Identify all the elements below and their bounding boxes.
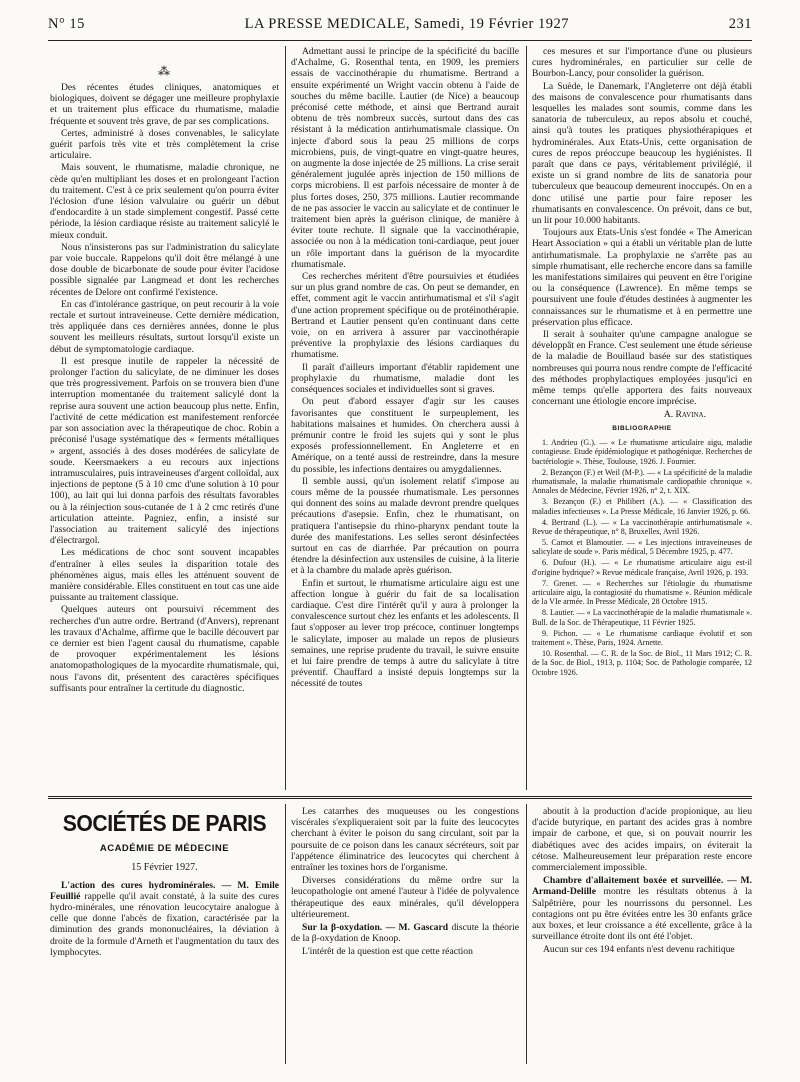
bibliography-entry: 1. Andrieu (G.). — « Le rhumatisme articulaire aigu, maladie contagieuse. Etude épidémiologique et pathogénique. Recherches de bactériologie ». Thèse, Toulouse, 1926. J. Fournier. [532, 437, 752, 466]
column-divider [285, 804, 286, 1064]
paragraph: Mais souvent, le rhumatisme, maladie chronique, ne cède qu'en multipliant les doses et en prolongeant l'action du traitement. C'est à ce prix seulement qu'on pourra éviter l'éclosion d'une lésion valvulaire ou guérir un début d'endocardite à un stade simplement congestif. Passé cette période, la lésion cardiaque résiste au traitement salicylé le mieux conduit. [50, 162, 279, 241]
paragraph: Aucun sur ces 194 enfants n'est devenu rachitique [543, 944, 735, 956]
page-number: 231 [728, 16, 752, 32]
paragraph: Certes, administré à doses convenables, le salicylate guérit parfois très vite et très complètement la crise articulaire. [50, 127, 279, 162]
paragraph: Il est presque inutile de rappeler la nécessité de prolonger l'action du salicylate, de ne diminuer les doses que très progressivement. Parfois on se trouvera bien d'une interruption momentanée du traitement salicylé dont la reprise aura souvent une action beaucoup plus nette. Enfin, l'activité de cette médication est manifestement renforcée par son association avec la thérapeutique de choc. Robin a préconisé l'usage systématique des « ferments métalliques » argent, associés à des doses modérées de salicylate de soude. Keersmaekers a eu recours aux injections intramusculaires, puis intraveineuses d'argent colloïdal, aux injections de peptone (5 à 10 cmc d'une solution à 10 pour 100), au lait qui lui donna parfois des résultats favorables ou à la réinjection sous-cutanée de 1 à 2 cmc retirés d'une articulation atteinte. Pagniez, enfin, a insisté sur l'association au traitement salicylé des injections d'électrargol. [50, 355, 279, 547]
paragraph: ces mesures et sur l'importance d'une ou plusieurs cures hydrominérales, en particulier sur celle de Bourbon-Lancy, pour consolider la guérison. [532, 46, 752, 80]
paragraph: L'intérêt de la question est que cette réaction [302, 946, 473, 958]
item-lead: L'action des cures hydrominérales. — M. Emile Feuillié [50, 879, 279, 902]
article-column-1 [50, 62, 279, 792]
bibliography-entry: 2. Bezançon (F.) et Weil (M-P.). — « La spécificité de la maladie rhumatismale, la maladie rhumatismale cardiopathie chronique ». Annales de Médecine, Février 1926, n° 2, t. XIX. [532, 467, 752, 496]
paragraph: Nous n'insisterons pas sur l'administration du salicylate par voie buccale. Rappelons qu'il doit être mélangé à une dose double de bicarbonate de soude pour éviter l'acidose possible signalée par Langmead et dont les recherches récentes de Delore ont confirmé l'existence. [50, 241, 279, 298]
paragraph: Il paraît d'ailleurs important d'établir rapidement une prophylaxie du rhumatisme, maladie dont les conséquences sociales et individuelles sont si graves. [291, 361, 519, 396]
paragraph: Enfin et surtout, le rhumatisme articulaire aigu est une affection longue à guérir du fait de sa localisation cardiaque. C'est dire l'intérêt qu'il y aura à prolonger la convalescence surtout chez les enfants et les adolescents. Il faut s'opposer au lever trop précoce, continuer longtemps le salicylate, imposer au malade un repos de plusieurs semaines, une reprise prudente du travail, le suivre ensuite et lui faire prendre de temps à autre du salicylate à titre préventif. Chauffard a insisté depuis longtemps sur la nécessité de toutes [291, 577, 519, 690]
article-author: A. Ravina. [663, 408, 706, 420]
paragraph [532, 875, 752, 942]
section-stars: ⁂ [158, 64, 171, 78]
item-text: discute la théorie de la β-oxydation de Knoop. [291, 922, 519, 945]
column-divider [526, 46, 527, 790]
item-text: montre les résultats obtenus à la Salpêtrière, pour les nourrissons du personnel. Les contagions ont pu être évitées entre les 30 enfants grâce aux boxes, et leur croissance a été excellente, grâce à la surveillance étroite dont ils ont été l'objet. [532, 886, 752, 943]
paragraph: Diverses considérations du même ordre sur la leucopathologie ont amené l'auteur à l'idée de polyvalence thérapeutique des eaux minérales, qu'il développera ultérieurement. [291, 875, 519, 920]
paragraph: La Suède, le Danemark, l'Angleterre ont déjà établi des maisons de convalescence pour rhumatisants dans lesquelles les malades sont soumis, comme dans les sanatoria de tuberculeux, au repos absolu et couché, ainsi qu'à toutes les pratiques physiothérapiques et hydrominérales. Aux Etats-Unis, cette organisation de cures de repos préoccupe beaucoup les hygiénistes. Il paraît que dans ce pays, véritablement privilégié, il existe un si grand nombre de lits de sanatoria pour tuberculeux que beaucoup demeurent inoccupés. On en a donc utilisé une partie pour faire reposer les rhumatisants en convalescence. On prévoit, dans ce but, un lit pour 10.000 habitants. [532, 80, 752, 227]
column-divider [526, 804, 527, 1064]
paragraph: On peut d'abord essayer d'agir sur les causes favorisantes que constituent le surpeuplement, les habitations malsaines et humides. On cherchera aussi à prémunir contre le froid les sujets qui y sont le plus exposés professionnellement. En Angleterre et en Amérique, on a tenté aussi de restreindre, dans la mesure du possible, les infections dentaires ou amygdaliennes. [291, 396, 519, 475]
societes-column-3 [532, 806, 752, 1064]
bibliography-entry: 7. Grenet. — « Recherches sur l'étiologie du rhumatisme articulaire aigu, la contagiosité du rhumatisme ». Réunion médicale de la VIe armée. In Presse Médicale, 28 Octobre 1915. [532, 578, 752, 607]
paragraph: Ces recherches méritent d'être poursuivies et étudiées sur un plus grand nombre de cas. On peut se demander, en effet, comment agit le vaccin antirhumatismal et s'il s'agit d'une action proprement spécifique ou de protéinothérapie. Bertrand et Lautier pensent qu'en continuant dans cette voie, on en arrivera à assurer par vaccinothérapie préventive la prophylaxie des lésions cardiaques du rhumatisme. [291, 271, 519, 361]
paragraph [291, 922, 519, 944]
societes-column-2 [291, 806, 519, 1064]
paragraph: Quelques auteurs ont poursuivi récemment des recherches d'un autre ordre. Bertrand (d'Anvers), reprenant les travaux d'Achalme, affirme que le bacille découvert par ce dernier est bien l'agent causal du rhumatisme, capable de provoquer expérimentalement les lésions anatomopathologiques de la myocardite rhumatismale, qui, nous l'avons dit, présentent des caractères spécifiques suffisants pour entraîner la certitude du diagnostic. [50, 604, 279, 694]
bibliography-list [532, 438, 752, 677]
academie-heading: ACADÉMIE DE MÉDECINE [99, 843, 230, 855]
column-divider [285, 46, 286, 790]
article-column-3 [532, 46, 752, 792]
item-lead: Sur la β-oxydation. — M. Gascard [302, 922, 449, 934]
item-text: rappelle qu'il avait constaté, à la suite des cures hydro-minérales, une rénovation leucocytaire analogue à celle que donne l'abcès de fixation, caractérisée par la diminution des grands mononucléaires, la déviation à droite de la formule d'Arneth et l'augmentation du taux des lymphocytes. [50, 890, 279, 958]
bibliography-entry: 6. Dufour (H.). — « Le rhumatisme articulaire aigu est-il d'origine hydrique? » Revue médicale française, Avril 1926, p. 193. [532, 558, 752, 577]
paragraph: Il serait à souhaiter qu'une campagne analogue se développât en France. C'est seulement une étude sérieuse de la maladie de Bouillaud basée sur des statistiques nombreuses qui pourra nous rendre compte de l'efficacité des méthodes prophylactiques employées jusqu'ici en même temps qu'elle apportera des faits nouveaux concernant une étiologie encore imprécise. [532, 329, 752, 408]
paragraph: Il semble aussi, qu'un isolement relatif s'impose au cours même de la poussée rhumatismale. Les personnes qui donnent des soins au malade devront prendre quelques précautions d'asepsie. Enfin, chez le rhumatisant, on pratiquera l'antisepsie du rhino-pharynx pendant toute la durée des manifestations. Les selles seront désinfectées surtout en cas de diarrhée. Par précaution on pourra étendre la désinfection aux ustensiles de cuisine, à la literie et à la chambre du malade après guérison. [291, 475, 519, 577]
paragraph: Toujours aux Etats-Unis s'est fondée « The American Heart Association » qui a établi un véritable plan de lutte antirhumatismale. La prophylaxie ne s'arrête pas au simple rhumatisant, elle recherche encore dans sa famille les manifestations similaires qui peuvent en être l'origine ou la conséquence (Lawrence). En même temps se poursuivent une foule d'études destinées à augmenter les connaissances sur le rhumatisme et à en permettre une préservation plus efficace. [532, 227, 752, 328]
paragraph: En cas d'intolérance gastrique, on peut recourir à la voie rectale et surtout intraveineuse. Cette dernière médication, très appliquée dans ces dernières années, donne le plus souvent les meilleurs résultats, surtout lorsqu'il existe un début de symptomatologie cardiaque. [50, 298, 279, 355]
paragraph: Des récentes études cliniques, anatomiques et biologiques, doivent se dégager une meilleure prophylaxie et un traitement plus efficace du rhumatisme, maladie fréquente et souvent très grave, de par ses complications. [50, 82, 279, 127]
bibliography-entry: 5. Carnot et Blamoutier. — « Les injections intraveineuses de salicylate de soude ». Paris médical, 5 Décembre 1925, p. 477. [532, 537, 752, 557]
paragraph: Les catarrhes des muqueuses ou les congestions viscérales s'expliqueraient soit par la fuite des leucocytes cherchant à éviter le poison du sang circulant, soit par la poursuite de ce poison dans les canaux sécréteurs, soit par l'appétence éliminatrice des leucocytes qui cherchent à entraîner les toxines hors de l'organisme. [291, 806, 519, 874]
article-column-2 [291, 46, 519, 792]
item-lead: Chambre d'allaitement boxée et surveillée. — M. Armand-Delille [532, 875, 752, 898]
societes-title: SOCIÉTÉS DE PARIS [62, 810, 267, 836]
bibliography-entry: 3. Bezançon (F.) et Philibert (A.). — « Classification des maladies infectieuses ». La Presse Médicale, 16 Janvier 1926, p. 66. [532, 497, 752, 516]
session-date: 15 Février 1927. [131, 862, 198, 874]
journal-title: LA PRESSE MEDICALE, Samedi, 19 Février 1927 [244, 16, 570, 32]
bibliography-entry: 9. Pichon. — « Le rhumatisme cardiaque évolutif et son traitement ». Thèse, Paris, 1924. Arnette. [532, 628, 752, 648]
paragraph: Les médications de choc sont souvent incapables d'entraîner à elles seules la disparition totale des phénomènes aigus, mais elles les atténuent souvent de manière considérable. Elles constituent en tout cas une aide puissante au traitement classique. [50, 547, 279, 604]
issue-number: N° 15 [48, 16, 85, 32]
societes-column-1 [50, 802, 279, 1064]
paragraph: aboutit à la production d'acide propionique, au lieu d'acide butyrique, en partant des acides gras à nombre impair de carbone, et que, si on pouvait nourrir les diabétiques avec des acides impairs, on éviterait la cétose. Malheureusement leur préparation reste encore commercialement impossible. [532, 806, 752, 874]
header-rule [48, 40, 752, 41]
bibliography-heading: BIBLIOGRAPHIE [612, 424, 672, 432]
paragraph: Admettant aussi le principe de la spécificité du bacille d'Achalme, G. Rosenthal tenta, en 1909, les premiers essais de vaccinothérapie du rhumatisme. Bertrand a ensuite expérimenté un Wright vaccin obtenu à l'aide de souches du même bacille. Lautier (de Nice) a beaucoup préconisé cette méthode, et ainsi que Bertrand aurait obtenu de très nombreux succès, surtout dans des cas résistant à la médication antirhumatismale classique. On injecte d'abord sous la peau 25 millions de corps microbiens, puis, de vingt-quatre en vingt-quatre heures, on augmente la dose injectée de 25 millions. La crise serait généralement jugulée après injection de 150 millions de corps microbiens. Il est parfois nécessaire de monter à de plus fortes doses, 250, 375 millions. Lautier recommande de ne pas associer le vaccin au salicylate et de continuer le traitement bien après la guérison clinique, de manière à éviter toute rechute. Il signale que la vaccinothérapie, associée ou non à la médication toni-cardiaque, peut jouer un rôle important dans la guérison de la myocardite rhumatismale. [291, 46, 519, 270]
section-rule [48, 796, 752, 799]
bibliography-entry: 4. Bertrand (L.). — « La vaccinothérapie antirhumatismale ». Revue de thérapeutique, n° 8, Bruxelles, Avril 1926. [532, 517, 752, 537]
bibliography-entry: 8. Lautier. — « La vaccinothérapie de la maladie rhumatismale ». Bull. de la Soc. de Thérapeutique, 11 Février 1925. [532, 608, 752, 627]
bibliography-entry: 10. Rosenthal. — C. R. de la Soc. de Biol., 11 Mars 1912; C. R. de la Soc. de Biol., 1913, p. 1104; Soc. de Pathologie comparée, 12 Octobre 1926. [532, 648, 752, 677]
paragraph [50, 880, 279, 958]
page-header [48, 16, 752, 38]
